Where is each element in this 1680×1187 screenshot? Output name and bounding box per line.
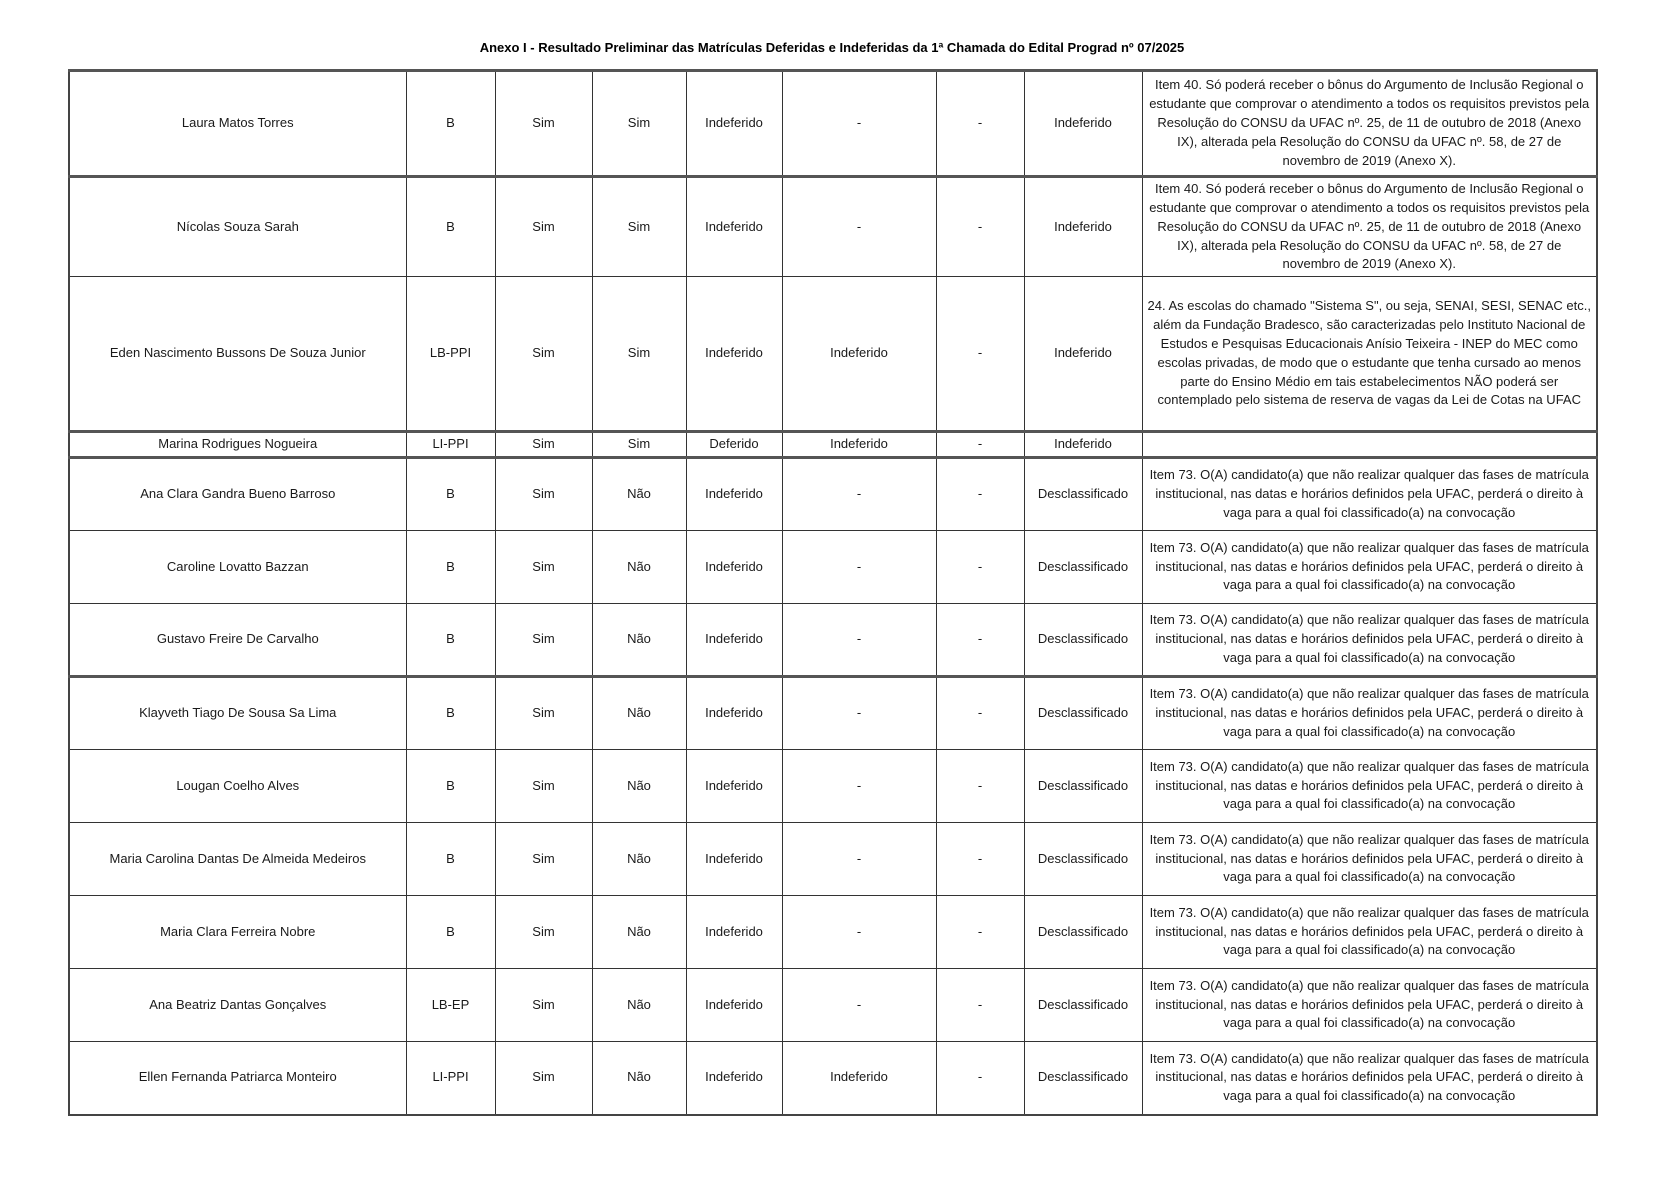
resultado-cota-cell: Indeferido [782,277,936,432]
criterio-2-cell: Não [592,458,686,531]
cota-category-cell: LI-PPI [406,1042,495,1115]
observacao-cell: Item 40. Só poderá receber o bônus do Argumento de Inclusão Regional o estudante que comprovar o atendimento a todos os requisitos previstos pela Resolução do CONSU da UFAC nº. 25, de 11 de outubro de 2018 (Anexo IX), alterada pela Resolução do CONSU da UFAC nº. 58, de 27 de novembro de 2019 (Anexo X). [1142,71,1597,177]
resultado-cota-cell: - [782,750,936,823]
cota-category-cell: LB-PPI [406,277,495,432]
resultado-cota-cell: - [782,823,936,896]
situacao-final-cell: Desclassificado [1024,896,1142,969]
resultado-extra-cell: - [936,277,1024,432]
resultado-extra-cell: - [936,1042,1024,1115]
cota-category-cell: B [406,604,495,677]
resultado-extra-cell: - [936,71,1024,177]
candidate-name-cell: Marina Rodrigues Nogueira [69,432,406,458]
resultado-cota-cell: - [782,896,936,969]
resultado-extra-cell: - [936,677,1024,750]
results-table [68,69,1598,1116]
resultado-matricula-cell: Indeferido [686,458,782,531]
situacao-final-cell: Desclassificado [1024,604,1142,677]
resultado-extra-cell: - [936,969,1024,1042]
criterio-2-cell: Sim [592,71,686,177]
cota-category-cell: B [406,750,495,823]
criterio-2-cell: Não [592,823,686,896]
table-row [69,750,1597,823]
resultado-cota-cell: - [782,604,936,677]
resultado-matricula-cell: Indeferido [686,750,782,823]
resultado-cota-cell: - [782,969,936,1042]
resultado-cota-cell: Indeferido [782,1042,936,1115]
situacao-final-cell: Indeferido [1024,432,1142,458]
table-row [69,71,1597,177]
candidate-name-cell: Ana Clara Gandra Bueno Barroso [69,458,406,531]
criterio-1-cell: Sim [495,177,592,277]
resultado-extra-cell: - [936,604,1024,677]
candidate-name-cell: Ellen Fernanda Patriarca Monteiro [69,1042,406,1115]
resultado-matricula-cell: Indeferido [686,177,782,277]
resultado-matricula-cell: Indeferido [686,531,782,604]
criterio-2-cell: Sim [592,432,686,458]
observacao-cell: 24. As escolas do chamado "Sistema S", ou seja, SENAI, SESI, SENAC etc., além da Fundação Bradesco, são caracterizadas pelo Instituto Nacional de Estudos e Pesquisas Educacionais Anísio Teixeira - INEP do MEC como escolas privadas, de modo que o estudante que tenha cursado ao menos parte do Ensino Médio em tais estabelecimentos NÃO poderá ser contemplado pelo sistema de reserva de vagas da Lei de Cotas na UFAC [1142,277,1597,432]
resultado-extra-cell: - [936,458,1024,531]
resultado-matricula-cell: Indeferido [686,277,782,432]
observacao-cell: Item 73. O(A) candidato(a) que não realizar qualquer das fases de matrícula institucional, nas datas e horários definidos pela UFAC, perderá o direito à vaga para a qual foi classificado(a) na convocação [1142,896,1597,969]
criterio-1-cell: Sim [495,277,592,432]
resultado-matricula-cell: Indeferido [686,969,782,1042]
criterio-1-cell: Sim [495,677,592,750]
criterio-2-cell: Não [592,1042,686,1115]
criterio-1-cell: Sim [495,432,592,458]
table-row [69,823,1597,896]
resultado-matricula-cell: Indeferido [686,677,782,750]
cota-category-cell: B [406,71,495,177]
candidate-name-cell: Klayveth Tiago De Sousa Sa Lima [69,677,406,750]
criterio-2-cell: Não [592,604,686,677]
candidate-name-cell: Gustavo Freire De Carvalho [69,604,406,677]
observacao-cell: Item 73. O(A) candidato(a) que não realizar qualquer das fases de matrícula institucional, nas datas e horários definidos pela UFAC, perderá o direito à vaga para a qual foi classificado(a) na convocação [1142,604,1597,677]
observacao-cell: Item 73. O(A) candidato(a) que não realizar qualquer das fases de matrícula institucional, nas datas e horários definidos pela UFAC, perderá o direito à vaga para a qual foi classificado(a) na convocação [1142,823,1597,896]
cota-category-cell: B [406,677,495,750]
table-row [69,458,1597,531]
observacao-cell: Item 73. O(A) candidato(a) que não realizar qualquer das fases de matrícula institucional, nas datas e horários definidos pela UFAC, perderá o direito à vaga para a qual foi classificado(a) na convocação [1142,750,1597,823]
criterio-1-cell: Sim [495,604,592,677]
situacao-final-cell: Desclassificado [1024,823,1142,896]
table-row [69,531,1597,604]
resultado-matricula-cell: Indeferido [686,71,782,177]
resultado-matricula-cell: Indeferido [686,896,782,969]
situacao-final-cell: Desclassificado [1024,458,1142,531]
situacao-final-cell: Indeferido [1024,277,1142,432]
situacao-final-cell: Desclassificado [1024,677,1142,750]
resultado-cota-cell: - [782,71,936,177]
observacao-cell: Item 73. O(A) candidato(a) que não realizar qualquer das fases de matrícula institucional, nas datas e horários definidos pela UFAC, perderá o direito à vaga para a qual foi classificado(a) na convocação [1142,458,1597,531]
resultado-extra-cell: - [936,750,1024,823]
situacao-final-cell: Desclassificado [1024,969,1142,1042]
situacao-final-cell: Desclassificado [1024,531,1142,604]
observacao-cell: Item 73. O(A) candidato(a) que não realizar qualquer das fases de matrícula institucional, nas datas e horários definidos pela UFAC, perderá o direito à vaga para a qual foi classificado(a) na convocação [1142,531,1597,604]
candidate-name-cell: Eden Nascimento Bussons De Souza Junior [69,277,406,432]
criterio-2-cell: Não [592,750,686,823]
cota-category-cell: B [406,531,495,604]
candidate-name-cell: Ana Beatriz Dantas Gonçalves [69,969,406,1042]
situacao-final-cell: Indeferido [1024,71,1142,177]
cota-category-cell: LI-PPI [406,432,495,458]
cota-category-cell: B [406,823,495,896]
criterio-2-cell: Não [592,677,686,750]
candidate-name-cell: Caroline Lovatto Bazzan [69,531,406,604]
candidate-name-cell: Maria Carolina Dantas De Almeida Medeiros [69,823,406,896]
resultado-extra-cell: - [936,531,1024,604]
table-row [69,896,1597,969]
criterio-2-cell: Não [592,896,686,969]
resultado-extra-cell: - [936,432,1024,458]
criterio-1-cell: Sim [495,71,592,177]
resultado-matricula-cell: Deferido [686,432,782,458]
observacao-cell [1142,432,1597,458]
criterio-2-cell: Sim [592,277,686,432]
observacao-cell: Item 73. O(A) candidato(a) que não realizar qualquer das fases de matrícula institucional, nas datas e horários definidos pela UFAC, perderá o direito à vaga para a qual foi classificado(a) na convocação [1142,969,1597,1042]
results-table-body [69,71,1597,1115]
cota-category-cell: LB-EP [406,969,495,1042]
observacao-cell: Item 73. O(A) candidato(a) que não realizar qualquer das fases de matrícula institucional, nas datas e horários definidos pela UFAC, perderá o direito à vaga para a qual foi classificado(a) na convocação [1142,1042,1597,1115]
table-row [69,177,1597,277]
candidate-name-cell: Maria Clara Ferreira Nobre [69,896,406,969]
resultado-matricula-cell: Indeferido [686,823,782,896]
cota-category-cell: B [406,896,495,969]
criterio-1-cell: Sim [495,969,592,1042]
criterio-1-cell: Sim [495,1042,592,1115]
criterio-1-cell: Sim [495,458,592,531]
observacao-cell: Item 73. O(A) candidato(a) que não realizar qualquer das fases de matrícula institucional, nas datas e horários definidos pela UFAC, perderá o direito à vaga para a qual foi classificado(a) na convocação [1142,677,1597,750]
resultado-cota-cell: - [782,677,936,750]
observacao-cell: Item 40. Só poderá receber o bônus do Argumento de Inclusão Regional o estudante que comprovar o atendimento a todos os requisitos previstos pela Resolução do CONSU da UFAC nº. 25, de 11 de outubro de 2018 (Anexo IX), alterada pela Resolução do CONSU da UFAC nº. 58, de 27 de novembro de 2019 (Anexo X). [1142,177,1597,277]
situacao-final-cell: Desclassificado [1024,1042,1142,1115]
cota-category-cell: B [406,458,495,531]
criterio-2-cell: Sim [592,177,686,277]
table-row [69,677,1597,750]
candidate-name-cell: Nícolas Souza Sarah [69,177,406,277]
resultado-extra-cell: - [936,896,1024,969]
resultado-cota-cell: - [782,458,936,531]
cota-category-cell: B [406,177,495,277]
candidate-name-cell: Laura Matos Torres [69,71,406,177]
resultado-cota-cell: - [782,531,936,604]
situacao-final-cell: Desclassificado [1024,750,1142,823]
criterio-1-cell: Sim [495,531,592,604]
criterio-1-cell: Sim [495,896,592,969]
resultado-matricula-cell: Indeferido [686,604,782,677]
criterio-1-cell: Sim [495,750,592,823]
criterio-1-cell: Sim [495,823,592,896]
criterio-2-cell: Não [592,531,686,604]
resultado-extra-cell: - [936,823,1024,896]
table-row [69,432,1597,458]
page-title: Anexo I - Resultado Preliminar das Matrículas Deferidas e Indeferidas da 1ª Chamada do Edital Prograd nº 07/2025 [479,40,1185,55]
resultado-cota-cell: Indeferido [782,432,936,458]
criterio-2-cell: Não [592,969,686,1042]
situacao-final-cell: Indeferido [1024,177,1142,277]
resultado-extra-cell: - [936,177,1024,277]
table-row [69,277,1597,432]
table-row [69,604,1597,677]
table-row [69,1042,1597,1115]
table-row [69,969,1597,1042]
resultado-matricula-cell: Indeferido [686,1042,782,1115]
resultado-cota-cell: - [782,177,936,277]
candidate-name-cell: Lougan Coelho Alves [69,750,406,823]
